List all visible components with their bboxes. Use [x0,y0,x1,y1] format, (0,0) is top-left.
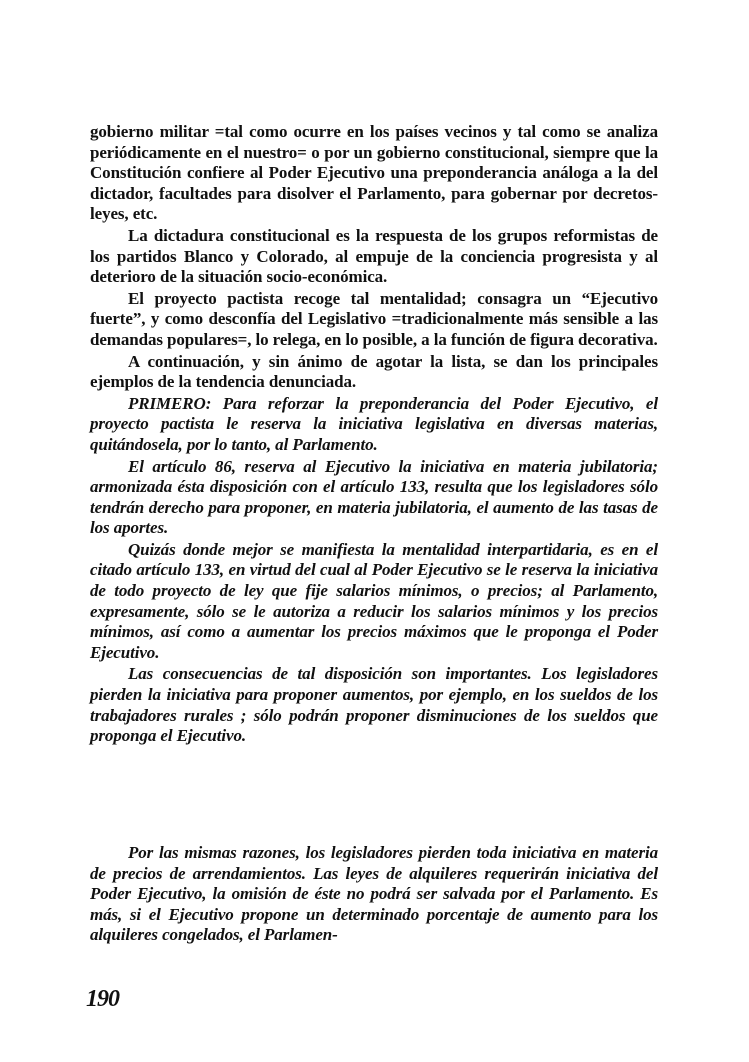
body-text-top [90,122,658,748]
body-text-bottom [90,843,658,947]
paragraph-2: La dictadura constitucional es la respuesta de los grupos reformistas de los partidos Blanco y Colorado, al empuje de la conciencia progresista y al deterioro de la situación socio-económica. [90,225,658,287]
page-number: 190 [86,986,119,1012]
paragraph-3: El proyecto pactista recoge tal mentalidad; consagra un “Ejecutivo fuerte”, y como desconfía del Legislativo =tradicionalmente más sensible a las demandas populares=, lo relega, en lo posible, a la función de figura decorativa. [90,288,658,349]
paragraph-6: El artículo 86, reserva al Ejecutivo la iniciativa en materia jubilatoria; armonizada ésta disposición con el artículo 133, resulta que los legisladores sólo tendrán derecho para proponer, en materia jubilatoria, el aumento de las tasas de los aportes. [90,456,658,538]
paragraph-5: PRIMERO: Para reforzar la preponderancia del Poder Ejecutivo, el proyecto pactista le reserva la iniciativa legislativa en diversas materias, quitándosela, por lo tanto, al Parlamento. [90,393,658,454]
paragraph-8: Las consecuencias de tal disposición son importantes. Los legisladores pierden la iniciativa para proponer aumentos, por ejemplo, en los sueldos de los trabajadores rurales ; sólo podrán proponer disminuciones de los sueldos que proponga el Ejecutivo. [90,664,658,746]
paragraph-1: gobierno militar =tal como ocurre en los países vecinos y tal como se analiza periódicamente en el nuestro= o por un gobierno constitucional, siempre que la Constitución confiere al Poder Ejecutivo una preponderancia análoga a la del dictador, facultades para disolver el Parlamento, para gobernar por decretos-leyes, etc. [90,122,658,224]
paragraph-4: A continuación, y sin ánimo de agotar la lista, se dan los principales ejemplos de la tendencia denunciada. [90,351,658,392]
paragraph-7: Quizás donde mejor se manifiesta la mentalidad interpartidaria, es en el citado artículo 133, en virtud del cual al Poder Ejecutivo se le reserva la iniciativa de todo proyecto de ley que fije salarios mínimos, o precios; al Parlamento, expresamente, sólo se le autoriza a reducir los salarios mínimos y los precios mínimos, así como a aumentar los precios máximos que le proponga el Poder Ejecutivo. [90,539,658,662]
paragraph-9: Por las mismas razones, los legisladores pierden toda iniciativa en materia de precios de arrendamientos. Las leyes de alquileres requerirán iniciativa del Poder Ejecutivo, la omisión de éste no podrá ser salvada por el Parlamento. Es más, si el Ejecutivo propone un determinado porcentaje de aumento para los alquileres congelados, el Parlamen- [90,843,658,945]
